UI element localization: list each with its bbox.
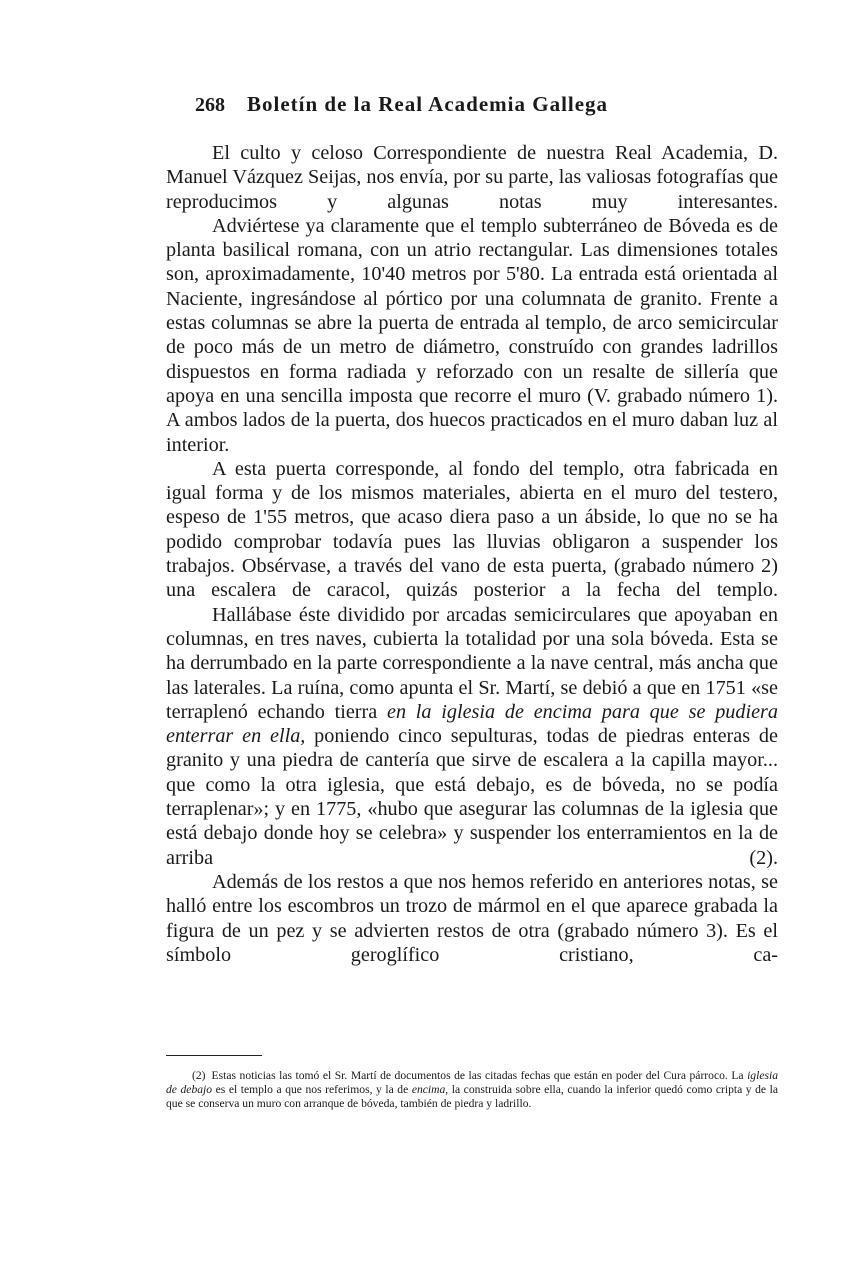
footnote-divider [166, 1055, 262, 1056]
paragraph-3: A esta puerta corresponde, al fondo del templo, otra fabricada en igual forma y de los mismos materiales, abierta en el muro del testero, espeso de 1'55 metros, que acaso diera paso a un ábside, lo que no se ha podido comprobar todavía pues las lluvias obligaron a suspender los trabajos. Obsérvase, a través del vano de esta puerta, (grabado número 2) una escalera de caracol, quizás posterior a la fecha del templo. [166, 457, 778, 602]
footnote-marker: (2) [192, 1069, 206, 1082]
paragraph-2: Adviértese ya claramente que el templo subterráneo de Bóveda es de planta basilical romana, con un atrio rectangular. Las dimensiones totales son, aproximadamente, 10'40 metros por 5'80. La entrada está orientada al Naciente, ingresándose al pórtico por una columnata de granito. Frente a estas columnas se abre la puerta de entrada al templo, de arco semicircular de poco más de un metro de diámetro, construído con grandes ladrillos dispuestos en forma radiada y reforzado con un resalte de sillería que apoya en una sencilla imposta que recorre el muro (V. grabado número 1). A ambos lados de la puerta, dos huecos practicados en el muro daban luz al interior. [166, 214, 778, 456]
footnote [166, 1069, 778, 1110]
running-title: Boletín de la Real Academia Gallega [247, 92, 609, 116]
page-number: 268 [195, 94, 225, 116]
footnote-text-c: , la construida sobre ella, cuando la inferior quedó como cripta y de la que se conserva un muro con arranque de bóveda, también de piedra y ladrillo. [166, 1082, 779, 1110]
paragraph-1: El culto y celoso Correspondiente de nuestra Real Academia, D. Manuel Vázquez Seijas, nos envía, por su parte, las valiosas fotografías que reproducimos y algunas notas muy interesantes. [166, 142, 778, 213]
paragraph-5: Además de los restos a que nos hemos referido en anteriores notas, se halló entre los escombros un trozo de mármol en el que aparece grabada la figura de un pez y se advierten restos de otra (grabado número 3). Es el símbolo geroglífico cristiano, ca- [166, 870, 778, 966]
paragraph-4-text-b: poniendo cinco sepulturas, todas de piedras enteras de granito y una piedra de cantería que sirve de escalera a la capilla mayor... que como la otra iglesia, que está debajo, es de bóveda, no se podía terraplenar»; y en 1775, «hubo que asegurar las columnas de la iglesia que está debajo donde hoy se celebra» y suspender los enterramientos en la de arriba (2). [166, 725, 778, 869]
paragraph-4-text-a: Hallábase éste dividido por arcadas semicirculares que apoyaban en columnas, en tres naves, cubierta la totalidad por una sola bóveda. Esta se ha derrumbado en la parte correspondiente a la nave central, más ancha que las laterales. La ruína, como apunta el Sr. Martí, se debió a que en 1751 «se terraplenó echando tierra [166, 603, 778, 723]
page-header [195, 92, 665, 117]
footnote-text-a: Estas noticias las tomó el Sr. Martí de documentos de las citadas fechas que están en poder del Cura párroco. La [211, 1069, 748, 1082]
footnote-italic-b: encima [411, 1082, 446, 1096]
footnote-text-b: es el templo a que nos referimos, y la de [212, 1082, 412, 1096]
footnote-italic-a: iglesia de debajo [166, 1069, 778, 1096]
paragraph-4 [166, 603, 778, 870]
paragraph-4-italic: en la iglesia de encima para que se pudiera enterrar en ella, [166, 700, 778, 748]
body-text [166, 141, 778, 967]
